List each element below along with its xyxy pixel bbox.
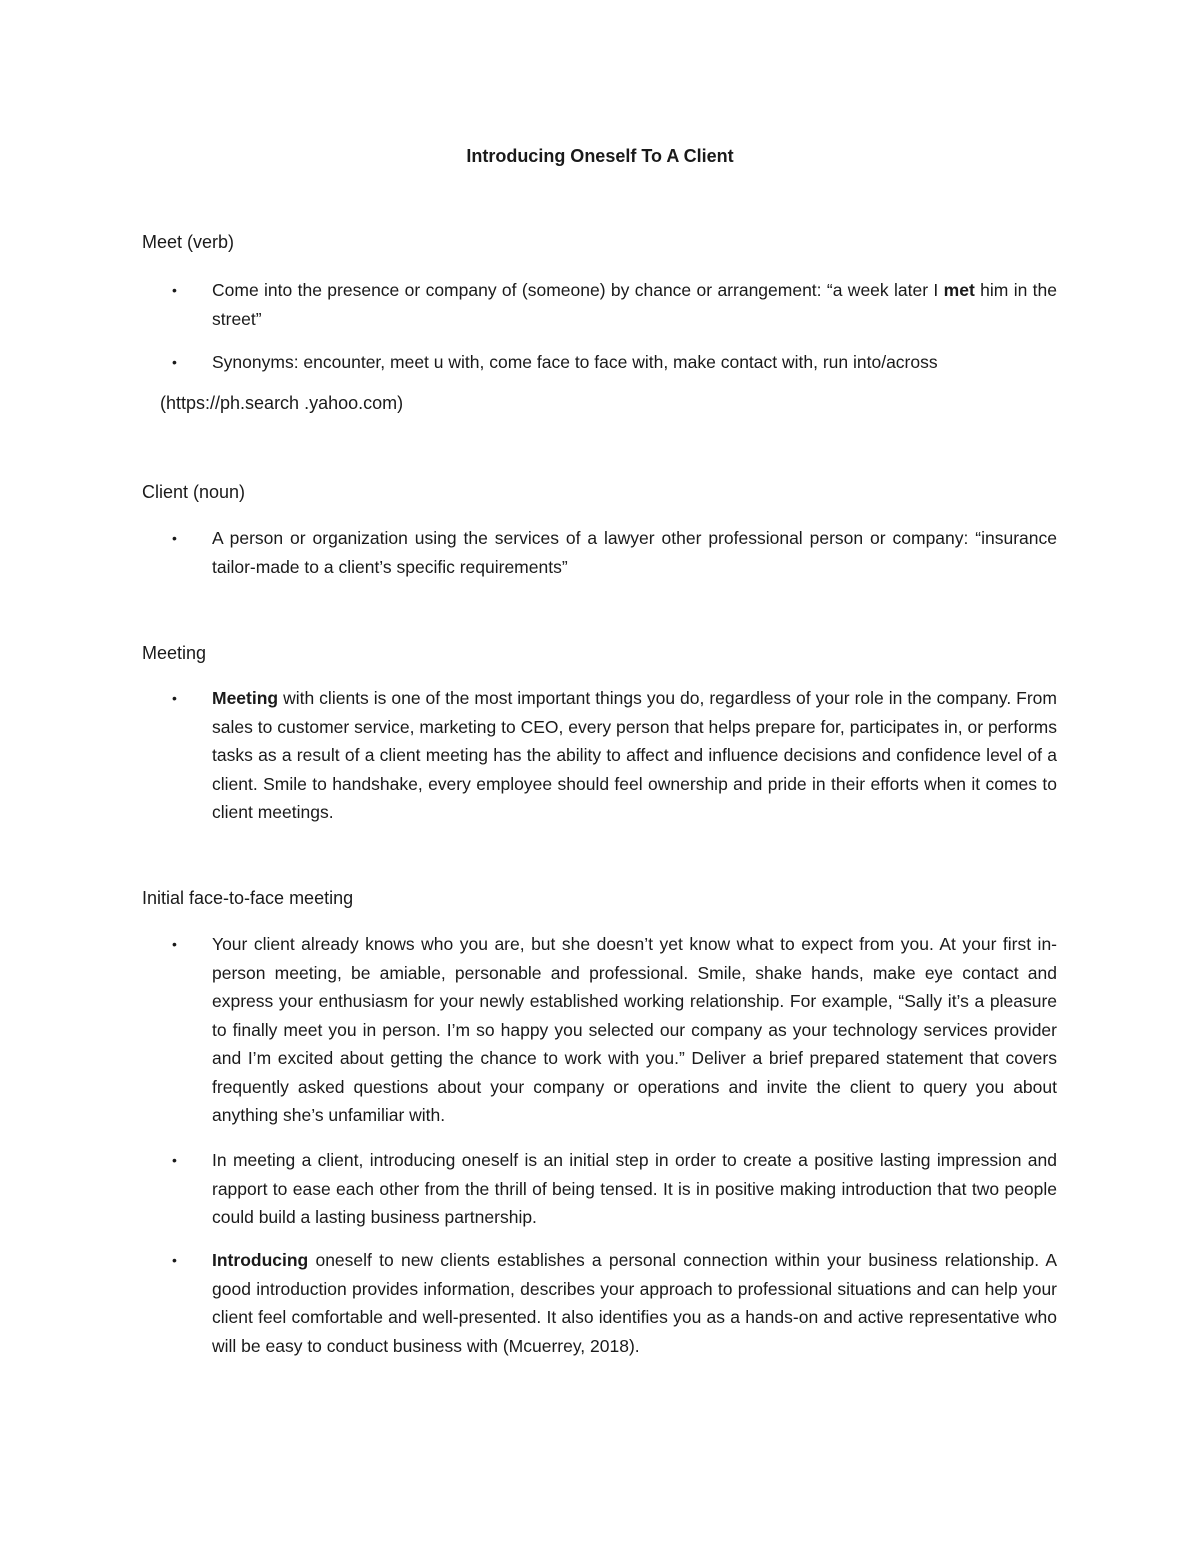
meeting-paragraph: [212, 684, 1057, 827]
bullet-icon: •: [172, 354, 177, 370]
meet-definition-text-end: him in the street”: [212, 280, 1058, 329]
meet-definition-text: Come into the presence or company of (someone) by chance or arrangement: “a week later I: [212, 280, 944, 300]
bullet-icon: •: [172, 690, 177, 706]
source-citation: (https://ph.search .yahoo.com): [160, 393, 404, 413]
bullet-icon: •: [172, 1152, 177, 1168]
section-heading-meeting: Meeting: [142, 643, 207, 663]
meet-definition: [212, 276, 1057, 333]
section-heading-initial-meeting: Initial face-to-face meeting: [142, 888, 354, 908]
section-heading-client: Client (noun): [142, 482, 246, 502]
bullet-icon: •: [172, 282, 177, 298]
initial-meeting-paragraph-3: [212, 1246, 1057, 1360]
bullet-icon: •: [172, 530, 177, 546]
meeting-text: with clients is one of the most important things you do, regardless of your role in the company. From sales to customer service, marketing to CEO, every person that helps prepare for, participates in, or performs tasks as a result of a client meeting has the ability to affect and influence decisions and confidence level of a client. Smile to handshake, every employee should feel ownership and pride in their efforts when it comes to client meetings.: [212, 688, 1057, 822]
section-heading-meet: Meet (verb): [142, 232, 235, 252]
bullet-icon: •: [172, 936, 177, 952]
meet-synonyms: Synonyms: encounter, meet u with, come face to face with, make contact with, run into/across: [212, 352, 938, 372]
introducing-bold: Introducing: [212, 1250, 309, 1270]
document-title: Introducing Oneself To A Client: [466, 146, 734, 166]
initial-meeting-paragraph-1: Your client already knows who you are, but she doesn’t yet know what to expect from you. At your first in-person meeting, be amiable, personable and professional. Smile, shake hands, make eye contact and express your enthusiasm for your newly established working relationship. For example, “Sally it’s a pleasure to finally meet you in person. I’m so happy you selected our company as your technology services provider and I’m excited about getting the chance to work with you.” Deliver a brief prepared statement that covers frequently asked questions about your company or operations and invite the client to query you about anything she’s unfamiliar with.: [212, 934, 1057, 1125]
introducing-text: oneself to new clients establishes a personal connection within your business relationship. A good introduction provides information, describes your approach to professional situations and can help your client feel comfortable and well-presented. It also identifies you as a hands-on and active representative who will be easy to conduct business with (Mcuerrey, 2018).: [212, 1250, 1057, 1356]
meet-definition-bold: met: [943, 280, 975, 300]
bullet-icon: •: [172, 1252, 177, 1268]
initial-meeting-paragraph-2: In meeting a client, introducing oneself is an initial step in order to create a positive lasting impression and rapport to ease each other from the thrill of being tensed. It is in positive making introduction that two people could build a lasting business partnership.: [212, 1150, 1057, 1227]
meeting-bold: Meeting: [212, 688, 279, 708]
client-definition: A person or organization using the services of a lawyer other professional person or company: “insurance tailor-made to a client’s specific requirements”: [212, 528, 1057, 577]
